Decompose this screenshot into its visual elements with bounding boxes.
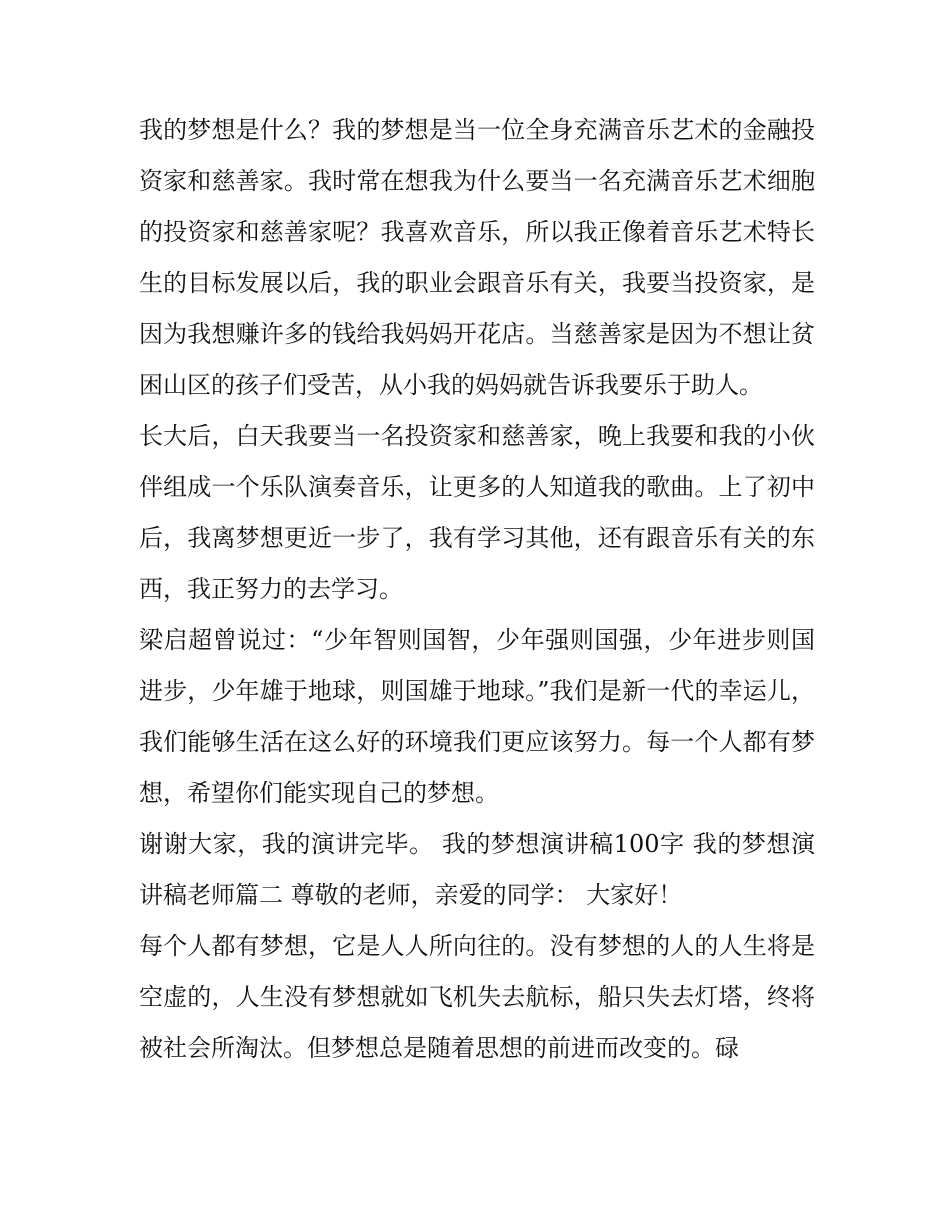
document-body	[139, 105, 815, 1074]
paragraph-closing-and-heading: 谢谢大家，我的演讲完毕。 我的梦想演讲稿100字 我的梦想演讲稿老师篇二 尊敬的老师，亲爱的同学： 大家好！	[139, 830, 815, 909]
paragraph-second-speech: 每个人都有梦想，它是人人所向往的。没有梦想的人的人生将是空虚的，人生没有梦想就如飞机失去航标，船只失去灯塔，终将被社会所淘汰。但梦想总是随着思想的前进而改变的。碌	[139, 932, 815, 1062]
paragraph-dream-intro: 我的梦想是什么？我的梦想是当一位全身充满音乐艺术的金融投资家和慈善家。我时常在想我为什么要当一名充满音乐艺术细胞的投资家和慈善家呢？我喜欢音乐，所以我正像着音乐艺术特长生的目标发展以后，我的职业会跟音乐有关，我要当投资家，是因为我想赚许多的钱给我妈妈开花店。当慈善家是因为不想让贫困山区的孩子们受苦，从小我的妈妈就告诉我要乐于助人。	[139, 116, 815, 399]
paragraph-quote: 梁启超曾说过：“少年智则国智，少年强则国强，少年进步则国进步，少年雄于地球，则国雄于地球。”我们是新一代的幸运儿，我们能够生活在这么好的环境我们更应该努力。每一个人都有梦想，希望你们能实现自己的梦想。	[139, 626, 815, 807]
paragraph-future-plan: 长大后，白天我要当一名投资家和慈善家，晚上我要和我的小伙伴组成一个乐队演奏音乐，让更多的人知道我的歌曲。上了初中后，我离梦想更近一步了，我有学习其他，还有跟音乐有关的东西，我正努力的去学习。	[139, 422, 815, 603]
